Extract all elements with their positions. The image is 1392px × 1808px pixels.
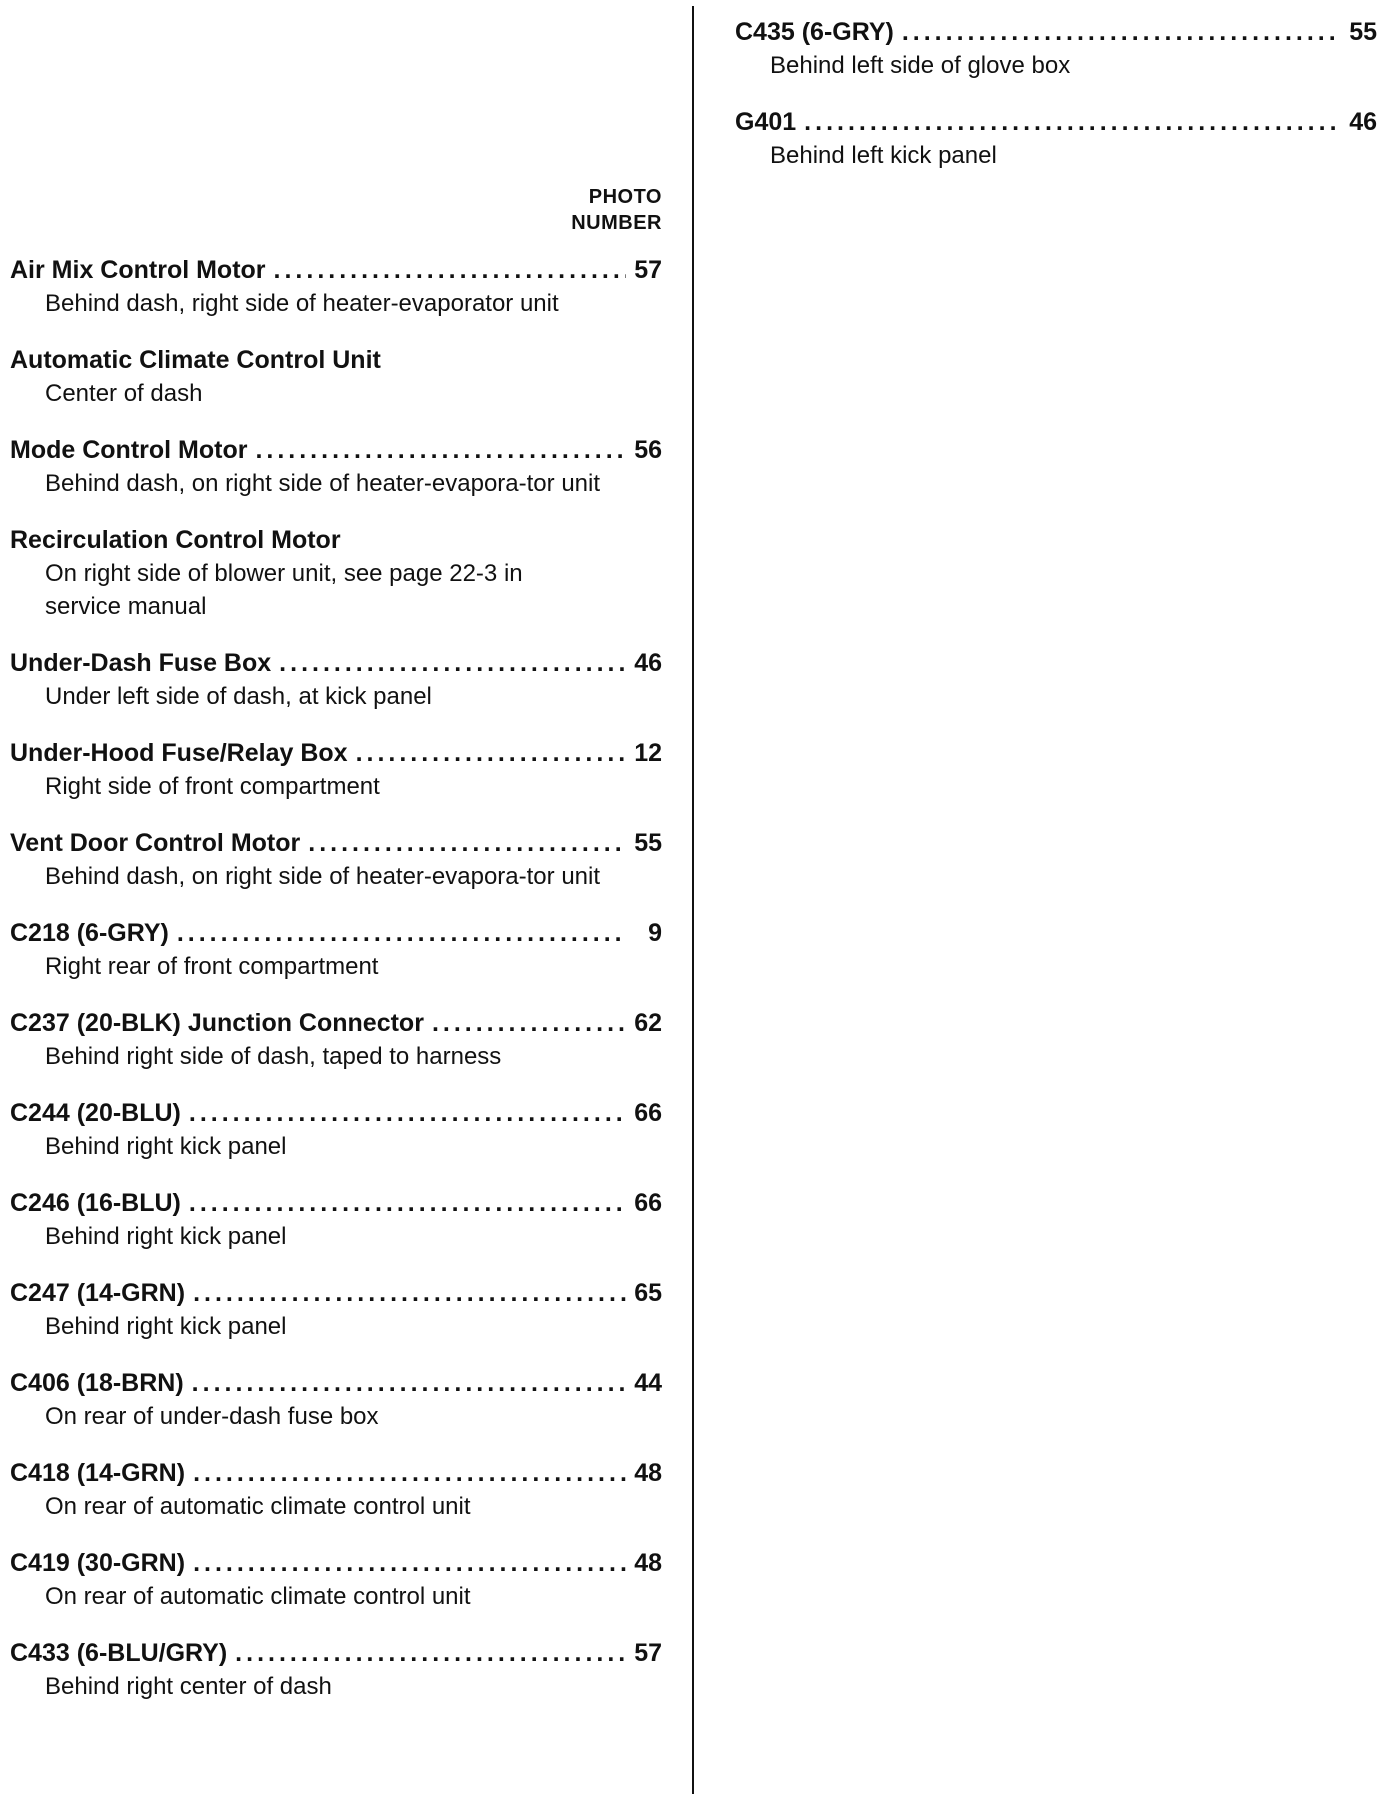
- dot-leader: [432, 1007, 626, 1040]
- entry-heading: [10, 647, 662, 680]
- entry-heading: [10, 827, 662, 860]
- dot-leader: [255, 434, 626, 467]
- entry-heading: [10, 917, 662, 950]
- column-divider: [692, 6, 694, 1794]
- photo-number: 57: [634, 1639, 662, 1667]
- location-description: Behind right kick panel: [45, 1313, 287, 1340]
- list-item: [10, 827, 662, 893]
- component-name: Vent Door Control Motor: [10, 829, 301, 857]
- entry-heading: [10, 344, 662, 377]
- dot-leader: [279, 647, 626, 680]
- entry-heading: [735, 16, 1377, 49]
- entry-heading: [10, 1457, 662, 1490]
- dot-leader: [189, 1187, 626, 1220]
- photo-number: 12: [634, 739, 662, 767]
- location-description: Behind left kick panel: [770, 142, 997, 169]
- list-item: [10, 1097, 662, 1163]
- photo-header-line2: NUMBER: [571, 212, 662, 234]
- entry-heading: [10, 1367, 662, 1400]
- list-item: [10, 524, 662, 623]
- location-description: Behind right kick panel: [45, 1133, 287, 1160]
- photo-number: 62: [634, 1009, 662, 1037]
- location-description: Behind dash, on right side of heater-evapora-tor unit: [45, 863, 601, 890]
- dot-leader: [356, 737, 626, 770]
- photo-header-line1: PHOTO: [588, 186, 662, 208]
- dot-leader: [189, 1097, 626, 1130]
- location-description: Behind right side of dash, taped to harness: [45, 1043, 502, 1070]
- list-item: [735, 16, 1377, 82]
- component-name: C218 (6-GRY): [10, 919, 169, 947]
- location-description: Right rear of front compartment: [45, 953, 379, 980]
- list-item: [10, 1637, 662, 1703]
- entry-heading: [10, 1007, 662, 1040]
- photo-number-header: [510, 184, 662, 236]
- entry-heading: [735, 106, 1377, 139]
- component-name: C237 (20-BLK) Junction Connector: [10, 1009, 424, 1037]
- location-description: Right side of front compartment: [45, 773, 380, 800]
- list-item: [10, 737, 662, 803]
- photo-number: 44: [634, 1369, 662, 1397]
- component-name: C406 (18-BRN): [10, 1369, 184, 1397]
- component-name: Air Mix Control Motor: [10, 256, 266, 284]
- location-description: Behind dash, on right side of heater-evapora-tor unit: [45, 470, 601, 497]
- entry-heading: [10, 254, 662, 287]
- entry-heading: [10, 1637, 662, 1670]
- photo-number: 66: [634, 1189, 662, 1217]
- dot-leader: [902, 16, 1341, 49]
- entry-heading: [10, 737, 662, 770]
- entry-heading: [10, 434, 662, 467]
- location-description: Under left side of dash, at kick panel: [45, 683, 432, 710]
- component-name: C418 (14-GRN): [10, 1459, 186, 1487]
- entry-heading: [10, 1277, 662, 1310]
- photo-number: 9: [648, 919, 662, 947]
- list-item: [10, 1367, 662, 1433]
- dot-leader: [193, 1457, 626, 1490]
- list-item: [10, 647, 662, 713]
- dot-leader: [193, 1547, 626, 1580]
- left-entry-list: [10, 254, 662, 1727]
- component-name: C244 (20-BLU): [10, 1099, 181, 1127]
- component-name: C419 (30-GRN): [10, 1549, 186, 1577]
- entry-heading: [10, 1097, 662, 1130]
- photo-number: 46: [634, 649, 662, 677]
- list-item: [10, 344, 662, 410]
- component-name: Under-Dash Fuse Box: [10, 649, 272, 677]
- component-name: Recirculation Control Motor: [10, 526, 341, 554]
- component-name: G401: [735, 108, 797, 136]
- photo-number: 56: [634, 436, 662, 464]
- entry-heading: [10, 1187, 662, 1220]
- dot-leader: [235, 1637, 626, 1670]
- dot-leader: [192, 1367, 626, 1400]
- list-item: [10, 1277, 662, 1343]
- location-description: On rear of under-dash fuse box: [45, 1403, 379, 1430]
- photo-number: 46: [1349, 108, 1377, 136]
- location-description: On rear of automatic climate control unit: [45, 1583, 471, 1610]
- component-name: C435 (6-GRY): [735, 18, 894, 46]
- location-description: Behind dash, right side of heater-evaporator unit: [45, 290, 559, 317]
- location-description: Center of dash: [45, 380, 203, 407]
- location-description: Behind left side of glove box: [770, 52, 1071, 79]
- component-name: C246 (16-BLU): [10, 1189, 181, 1217]
- entry-heading: [10, 524, 662, 557]
- list-item: [10, 1457, 662, 1523]
- photo-number: 55: [634, 829, 662, 857]
- list-item: [735, 106, 1377, 172]
- component-name: C433 (6-BLU/GRY): [10, 1639, 228, 1667]
- photo-number: 55: [1349, 18, 1377, 46]
- component-name: C247 (14-GRN): [10, 1279, 186, 1307]
- location-description: Behind right center of dash: [45, 1673, 332, 1700]
- list-item: [10, 1007, 662, 1073]
- dot-leader: [177, 917, 626, 950]
- list-item: [10, 254, 662, 320]
- right-entry-list: [735, 16, 1377, 196]
- dot-leader: [274, 254, 626, 287]
- location-description: On rear of automatic climate control unit: [45, 1493, 471, 1520]
- photo-number: 48: [634, 1549, 662, 1577]
- list-item: [10, 917, 662, 983]
- list-item: [10, 434, 662, 500]
- photo-number: 66: [634, 1099, 662, 1127]
- component-name: Mode Control Motor: [10, 436, 248, 464]
- location-description: On right side of blower unit, see page 22-3 in service manual: [45, 560, 523, 620]
- photo-number: 48: [634, 1459, 662, 1487]
- dot-leader: [804, 106, 1341, 139]
- photo-number: 57: [634, 256, 662, 284]
- entry-heading: [10, 1547, 662, 1580]
- component-name: Under-Hood Fuse/Relay Box: [10, 739, 348, 767]
- dot-leader: [308, 827, 626, 860]
- list-item: [10, 1187, 662, 1253]
- component-name: Automatic Climate Control Unit: [10, 346, 381, 374]
- photo-number: 65: [634, 1279, 662, 1307]
- dot-leader: [193, 1277, 626, 1310]
- location-description: Behind right kick panel: [45, 1223, 287, 1250]
- list-item: [10, 1547, 662, 1613]
